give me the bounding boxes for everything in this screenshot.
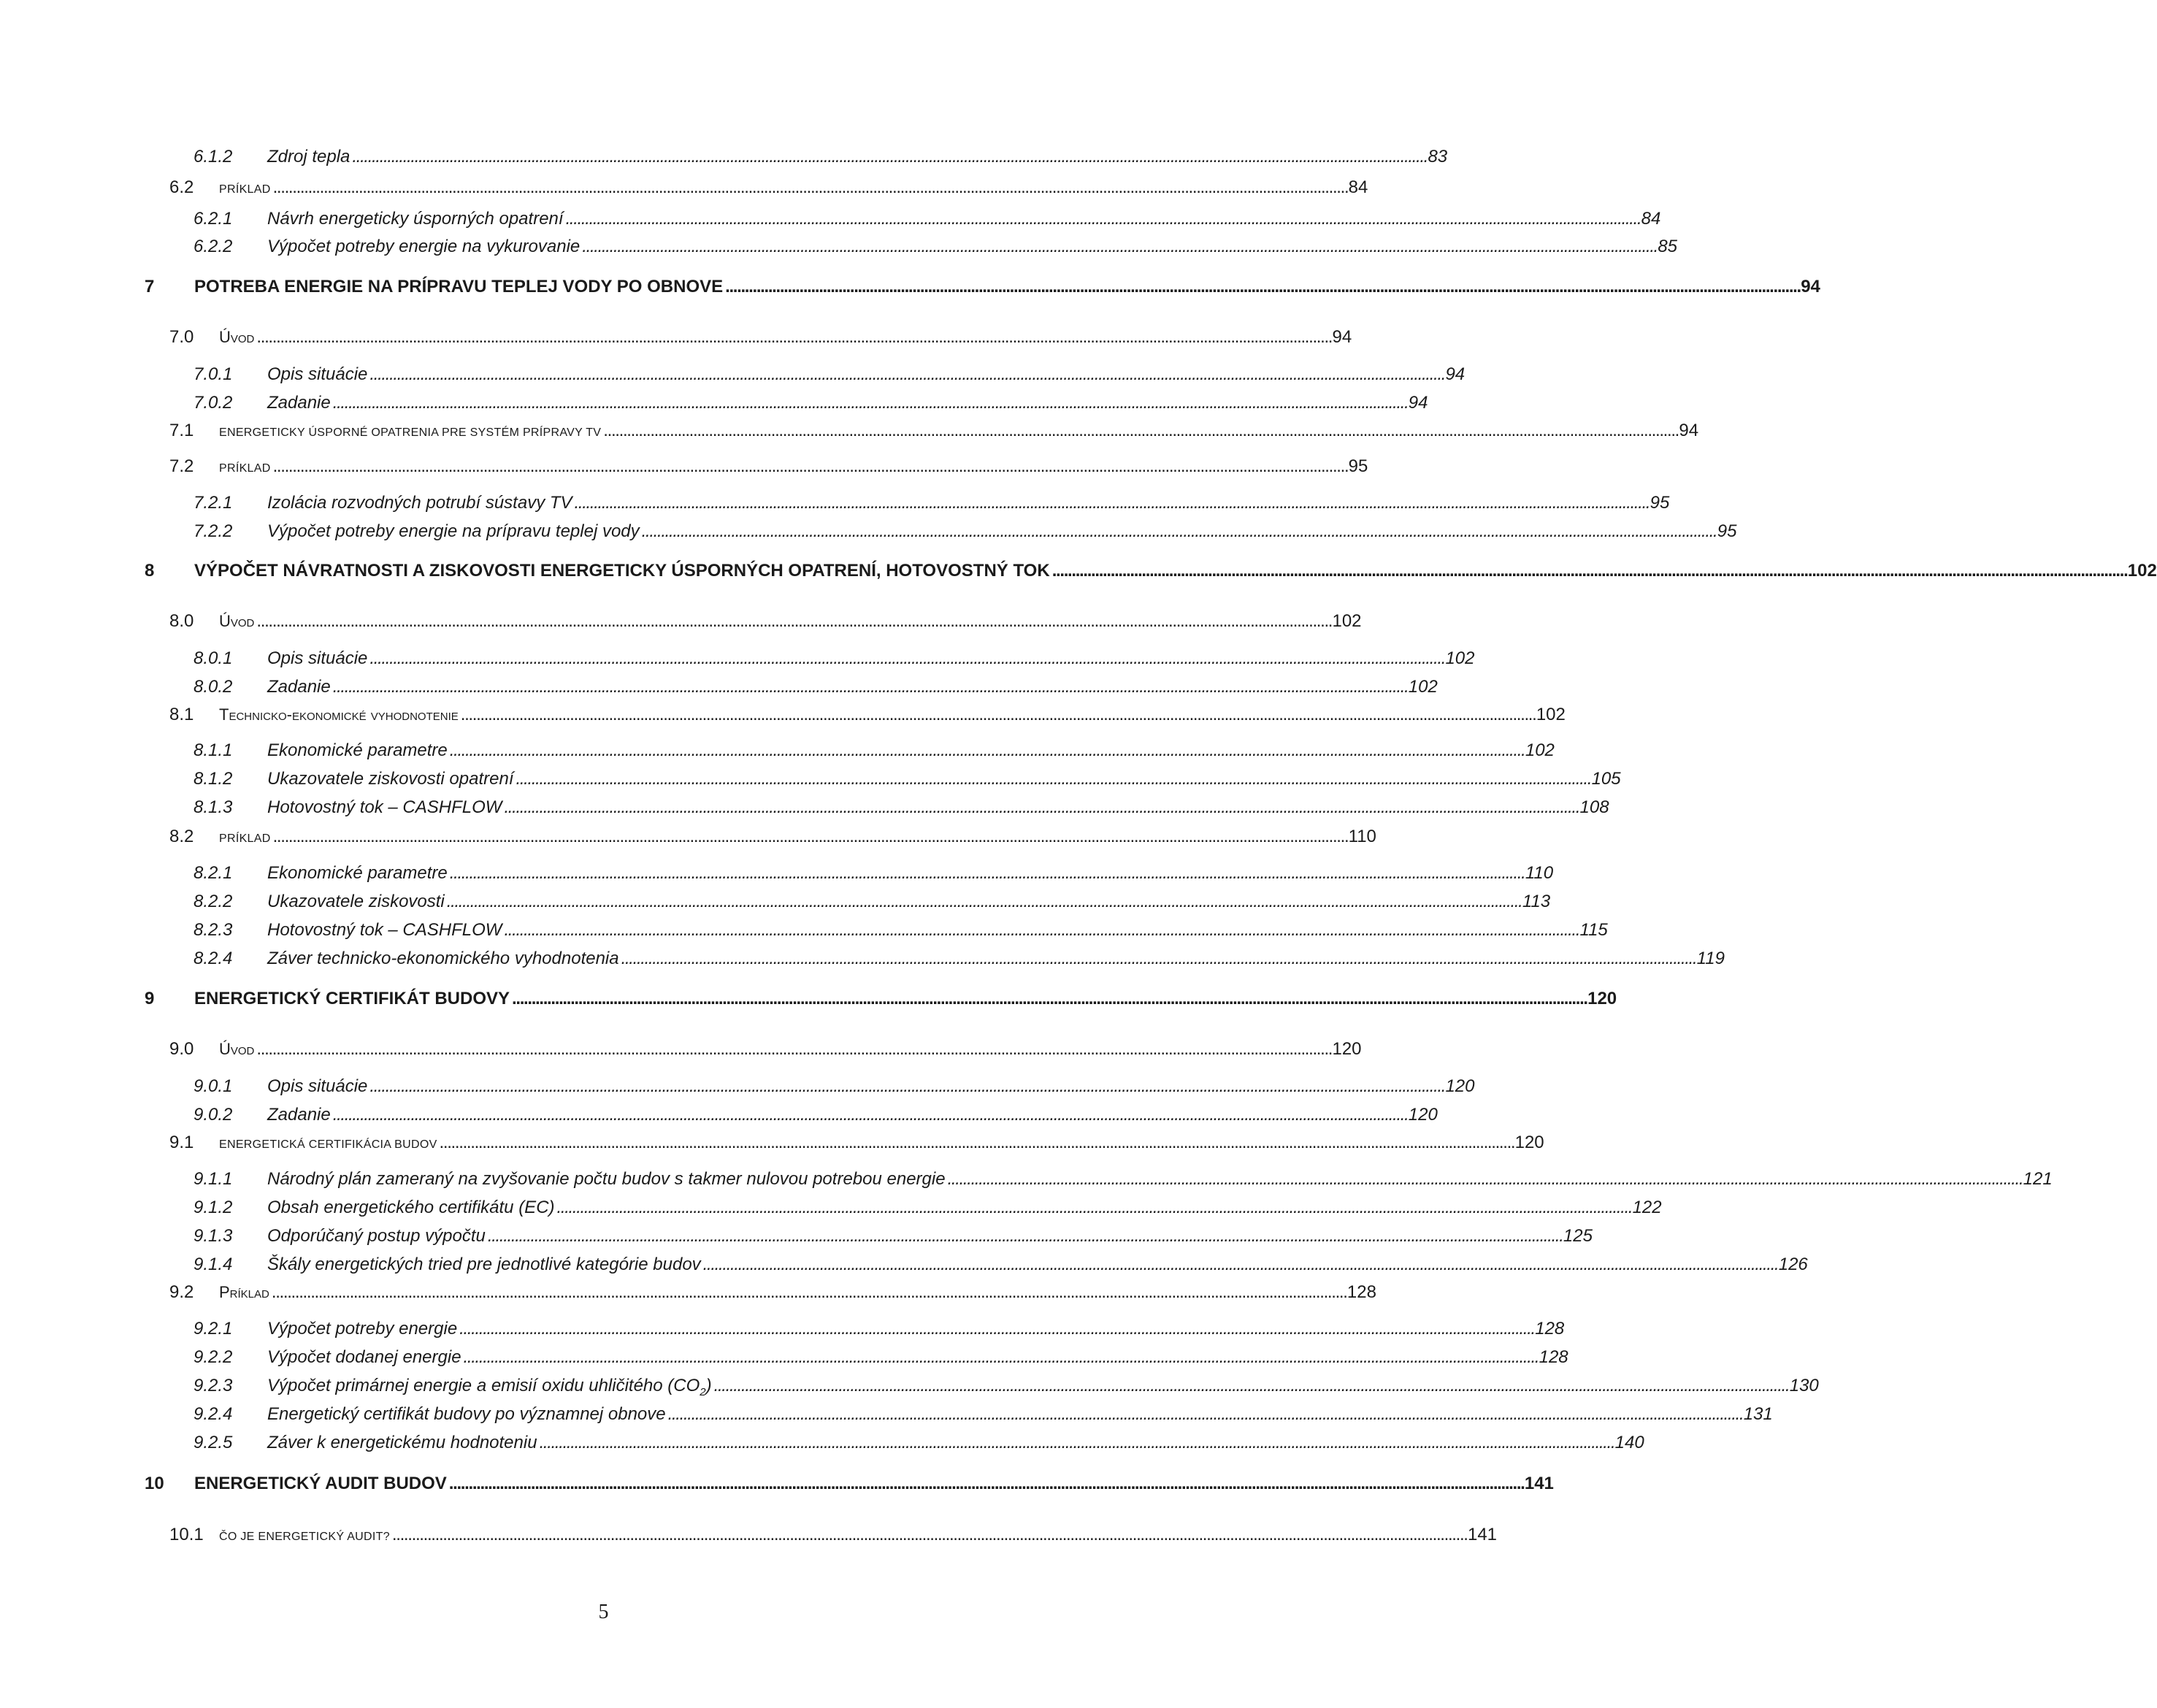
toc-entry-number: 9.1.2	[194, 1198, 233, 1217]
toc-entry-title: Opis situácie	[267, 364, 368, 384]
toc-entry-number: 7	[145, 277, 155, 296]
toc-entry-page: 83	[1428, 147, 1448, 166]
toc-entry-page: 94	[1408, 393, 1428, 413]
toc-entry[interactable]	[194, 919, 1608, 941]
toc-entry-number: 9.2.5	[194, 1433, 233, 1452]
toc-entry[interactable]	[194, 1168, 2053, 1190]
toc-entry[interactable]	[169, 826, 1376, 850]
toc-entry-number: 6.2	[169, 177, 194, 197]
toc-entry-title: Izolácia rozvodných potrubí sústavy TV	[267, 493, 572, 513]
toc-leader-dots	[450, 740, 1523, 762]
toc-entry-page: 120	[1587, 989, 1617, 1008]
toc-entry[interactable]	[145, 560, 2157, 582]
page-number: 5	[598, 1601, 609, 1623]
toc-entry-number: 8.0.1	[194, 648, 233, 668]
toc-leader-dots	[642, 521, 1715, 543]
toc-leader-dots	[725, 276, 1798, 298]
toc-entry[interactable]	[194, 208, 1661, 230]
toc-leader-dots	[273, 456, 1346, 478]
toc-leader-dots	[352, 146, 1425, 168]
toc-entry-number: 8.1	[169, 705, 194, 724]
toc-entry-title: Opis situácie	[267, 1076, 368, 1096]
toc-entry-number: 9.2	[169, 1282, 194, 1302]
toc-entry-title: ČO JE ENERGETICKÝ AUDIT?	[219, 1531, 390, 1543]
toc-entry-page: 102	[1332, 611, 1362, 631]
toc-entry-page: 120	[1445, 1076, 1475, 1096]
toc-leader-dots	[703, 1254, 1777, 1276]
toc-entry-page: 102	[1408, 677, 1438, 697]
toc-leader-dots	[256, 1038, 1330, 1060]
toc-entry-title: Ukazovatele ziskovosti opatrení	[267, 769, 514, 789]
toc-entry-number: 6.1.2	[194, 147, 233, 166]
toc-leader-dots	[369, 648, 1443, 670]
toc-entry-number: 8.1.1	[194, 740, 233, 760]
toc-entry-title: Hotovostný tok – CASHFLOW	[267, 797, 502, 817]
toc-leader-dots	[447, 891, 1520, 913]
toc-leader-dots	[392, 1524, 1466, 1546]
toc-entry[interactable]	[194, 948, 1725, 970]
toc-leader-dots	[369, 364, 1443, 386]
toc-entry-page: 95	[1717, 521, 1737, 541]
toc-entry-title: Zadanie	[267, 1105, 331, 1125]
toc-entry-page: 95	[1650, 493, 1670, 513]
toc-entry-number: 7.0.2	[194, 393, 233, 413]
toc-leader-dots	[273, 177, 1346, 199]
toc-entry[interactable]	[194, 1254, 1808, 1276]
toc-entry-page: 102	[1445, 648, 1475, 668]
toc-entry-number: 7.0.1	[194, 364, 233, 384]
toc-entry-title: Výpočet dodanej energie	[267, 1347, 461, 1367]
toc-entry-page: 141	[1467, 1525, 1498, 1544]
toc-leader-dots	[273, 826, 1346, 848]
toc-entry[interactable]	[194, 862, 1554, 884]
toc-entry-number: 9	[145, 989, 155, 1008]
toc-entry-number: 9.1.3	[194, 1226, 233, 1246]
toc-entry-title: Záver k energetickému hodnoteniu	[267, 1433, 537, 1452]
toc-leader-dots	[369, 1076, 1443, 1098]
toc-entry-page: 84	[1348, 177, 1368, 197]
toc-entry-number: 7.2.2	[194, 521, 233, 541]
toc-entry-page: 115	[1579, 920, 1608, 940]
toc-entry-page: 95	[1348, 456, 1368, 476]
toc-entry-number: 7.0	[169, 327, 194, 347]
toc-entry-title: Úvod	[219, 328, 255, 346]
toc-entry[interactable]	[194, 1403, 1773, 1425]
toc-leader-dots	[450, 862, 1523, 884]
toc-leader-dots	[566, 208, 1639, 230]
toc-entry-page: 84	[1641, 209, 1661, 229]
toc-entry-title: ENERGETICKY ÚSPORNÉ OPATRENIA PRE SYSTÉM PRÍPRAVY TV	[219, 426, 602, 439]
toc-entry[interactable]	[194, 1197, 1662, 1219]
toc-entry-page: 94	[1679, 421, 1699, 440]
toc-entry-page: 85	[1658, 237, 1678, 256]
toc-entry[interactable]	[145, 1473, 1554, 1495]
toc-leader-dots	[582, 236, 1655, 258]
toc-entry-number: 9.0.1	[194, 1076, 233, 1096]
toc-entry-page: 120	[1514, 1133, 1544, 1152]
toc-entry-number: 10.1	[169, 1525, 204, 1544]
toc-entry[interactable]	[194, 891, 1551, 913]
toc-entry-page: 119	[1696, 949, 1725, 968]
toc-entry-title: Úvod	[219, 1040, 255, 1058]
toc-entry-title: VÝPOČET NÁVRATNOSTI A ZISKOVOSTI ENERGETICKY ÚSPORNÝCH OPATRENÍ, HOTOVOSTNÝ TOK	[194, 561, 1050, 581]
toc-entry-page: 122	[1632, 1198, 1662, 1217]
toc-entry-number: 8.2.3	[194, 920, 233, 940]
toc-entry-title: Ekonomické parametre	[267, 740, 448, 760]
toc-entry-page: 120	[1408, 1105, 1438, 1125]
toc-entry-number: 8.0	[169, 611, 194, 631]
toc-entry-title: ENERGETICKÁ CERTIFIKÁCIA BUDOV	[219, 1138, 437, 1151]
toc-entry-page: 141	[1524, 1474, 1554, 1493]
toc-entry-number: 8.1.2	[194, 769, 233, 789]
toc-leader-dots	[948, 1168, 2021, 1190]
toc-leader-dots	[668, 1403, 1742, 1425]
toc-entry[interactable]	[169, 1132, 1544, 1156]
toc-entry-title: Výpočet potreby energie na vykurovanie	[267, 237, 581, 256]
toc-entry-title: Technicko-ekonomické vyhodnotenie	[219, 705, 459, 724]
toc-entry-number: 8	[145, 561, 155, 581]
toc-entry-title: Zdroj tepla	[267, 147, 350, 166]
toc-entry-title: Návrh energeticky úsporných opatrení	[267, 209, 564, 229]
toc-entry-page: 94	[1445, 364, 1466, 384]
toc-entry-title: ENERGETICKÝ AUDIT BUDOV	[194, 1474, 447, 1493]
toc-entry-page: 130	[1789, 1376, 1819, 1395]
toc-entry-title: PRÍKLAD	[219, 462, 271, 475]
toc-entry[interactable]	[194, 364, 1466, 386]
toc-leader-dots	[333, 1104, 1406, 1126]
toc-entry[interactable]	[145, 276, 1820, 298]
toc-entry-page: 121	[2023, 1169, 2053, 1189]
toc-entry[interactable]	[169, 456, 1368, 480]
toc-entry-number: 9.2.3	[194, 1376, 233, 1395]
toc-entry-title: Energetický certifikát budovy po významnej obnove	[267, 1404, 666, 1424]
toc-entry-number: 9.1	[169, 1133, 194, 1152]
toc-entry-page: 94	[1332, 327, 1352, 347]
toc-leader-dots	[488, 1225, 1561, 1247]
toc-entry-title: Záver technicko-ekonomického vyhodnotenia	[267, 949, 619, 968]
toc-entry[interactable]	[194, 236, 1678, 258]
toc-entry-title: Opis situácie	[267, 648, 368, 668]
toc-entry-page: 131	[1743, 1404, 1773, 1424]
toc-entry-title: ENERGETICKÝ CERTIFIKÁT BUDOVY	[194, 989, 510, 1008]
toc-entry-page: 94	[1801, 277, 1820, 296]
toc-entry-number: 9.1.1	[194, 1169, 233, 1189]
toc-leader-dots	[333, 392, 1406, 414]
toc-leader-dots	[621, 948, 1695, 970]
toc-entry-title: Zadanie	[267, 677, 331, 697]
toc-leader-dots	[512, 988, 1585, 1010]
toc-entry-page: 120	[1332, 1039, 1362, 1059]
toc-entry[interactable]	[169, 610, 1362, 632]
toc-entry-number: 10	[145, 1474, 164, 1493]
toc-leader-dots	[714, 1375, 1788, 1397]
toc-entry[interactable]	[169, 177, 1368, 201]
toc-entry-title: Zadanie	[267, 393, 331, 413]
toc-entry-title: Výpočet potreby energie	[267, 1319, 458, 1339]
toc-leader-dots	[575, 492, 1648, 514]
toc-leader-dots	[540, 1432, 1613, 1454]
toc-entry[interactable]	[194, 1347, 1568, 1368]
toc-entry[interactable]	[194, 1076, 1475, 1098]
toc-leader-dots	[516, 768, 1590, 790]
toc-entry[interactable]	[194, 1432, 1644, 1454]
toc-entry-title: Hotovostný tok – CASHFLOW	[267, 920, 502, 940]
toc-entry-page: 128	[1539, 1347, 1568, 1367]
toc-leader-dots	[504, 797, 1577, 819]
toc-leader-dots	[459, 1318, 1533, 1340]
toc-entry-title: PRÍKLAD	[219, 832, 271, 845]
toc-entry-page: 140	[1614, 1433, 1644, 1452]
toc-entry-page: 125	[1563, 1226, 1593, 1246]
toc-entry-number: 9.1.4	[194, 1255, 233, 1274]
toc-entry-page: 113	[1522, 892, 1551, 911]
toc-entry[interactable]	[194, 146, 1448, 168]
toc-entry[interactable]	[169, 1282, 1376, 1303]
toc-entry-title: PRÍKLAD	[219, 183, 271, 196]
toc-entry-number: 8.0.2	[194, 677, 233, 697]
toc-entry-page: 102	[1536, 705, 1566, 724]
toc-leader-dots	[603, 420, 1677, 442]
toc-entry[interactable]	[145, 988, 1617, 1010]
toc-entry-page: 105	[1591, 769, 1621, 789]
toc-entry[interactable]	[194, 797, 1609, 819]
toc-entry-page: 110	[1525, 863, 1554, 883]
toc-leader-dots	[464, 1347, 1537, 1368]
toc-entry-title: Úvod	[219, 612, 255, 630]
toc-entry[interactable]	[194, 768, 1621, 790]
toc-leader-dots	[256, 326, 1330, 348]
toc-entry-title: Národný plán zameraný na zvyšovanie počtu budov s takmer nulovou potrebou energie	[267, 1169, 946, 1189]
toc-entry[interactable]	[194, 521, 1737, 543]
toc-entry-number: 6.2.2	[194, 237, 233, 256]
toc-entry[interactable]	[194, 1375, 1819, 1403]
toc-entry-page: 108	[1579, 797, 1609, 817]
toc-entry-title: Príklad	[219, 1283, 269, 1301]
toc-entry[interactable]	[169, 704, 1566, 726]
toc-entry[interactable]	[194, 492, 1670, 514]
toc-entry[interactable]	[194, 740, 1555, 762]
toc-leader-dots	[440, 1132, 1513, 1154]
toc-leader-dots	[272, 1282, 1345, 1303]
toc-entry-number: 9.2.1	[194, 1319, 233, 1339]
toc-entry[interactable]	[169, 1038, 1362, 1060]
toc-entry[interactable]	[169, 326, 1352, 348]
toc-entry-page: 102	[1525, 740, 1555, 760]
toc-entry-number: 9.0	[169, 1039, 194, 1059]
toc-entry[interactable]	[194, 1104, 1438, 1126]
toc-leader-dots	[504, 919, 1577, 941]
toc-entry[interactable]	[194, 1318, 1565, 1340]
toc-entry-number: 7.2	[169, 456, 194, 476]
toc-entry-number: 8.1.3	[194, 797, 233, 817]
toc-entry-number: 9.2.4	[194, 1404, 233, 1424]
toc-entry-number: 8.2.1	[194, 863, 233, 883]
toc-entry-page: 110	[1348, 827, 1376, 846]
toc-entry[interactable]	[194, 1225, 1593, 1247]
toc-entry[interactable]	[169, 1524, 1498, 1548]
toc-entry-number: 6.2.1	[194, 209, 233, 229]
toc-leader-dots	[1052, 560, 2126, 582]
toc-entry-title: Škály energetických tried pre jednotlivé kategórie budov	[267, 1255, 701, 1274]
toc-entry[interactable]	[194, 648, 1475, 670]
toc-leader-dots	[461, 704, 1534, 726]
toc-entry-number: 9.2.2	[194, 1347, 233, 1367]
toc-entry-title: Ekonomické parametre	[267, 863, 448, 883]
toc-entry[interactable]	[169, 420, 1699, 444]
toc-entry-page: 102	[2127, 561, 2157, 581]
toc-entry-title: Výpočet potreby energie na prípravu teplej vody	[267, 521, 640, 541]
toc-entry-number: 9.0.2	[194, 1105, 233, 1125]
toc-leader-dots	[256, 610, 1330, 632]
toc-entry[interactable]	[194, 676, 1438, 698]
toc-leader-dots	[333, 676, 1406, 698]
toc-entry-page: 128	[1346, 1282, 1376, 1302]
toc-entry-page: 128	[1535, 1319, 1565, 1339]
toc-leader-dots	[449, 1473, 1522, 1495]
toc-entry-number: 8.2.2	[194, 892, 233, 911]
toc-entry-number: 8.2	[169, 827, 194, 846]
toc-entry-title: Výpočet primárnej energie a emisií oxidu uhličitého $(CO_2)$	[267, 1376, 712, 1398]
toc-entry-title: POTREBA ENERGIE NA PRÍPRAVU TEPLEJ VODY PO OBNOVE	[194, 277, 724, 296]
toc-entry-title: Odporúčaný postup výpočtu	[267, 1226, 486, 1246]
toc-entry-page: 126	[1778, 1255, 1808, 1274]
toc-entry-number: 7.1	[169, 421, 194, 440]
toc-entry-title: Ukazovatele ziskovosti	[267, 892, 445, 911]
toc-entry[interactable]	[194, 392, 1428, 414]
toc-entry-title: Obsah energetického certifikátu (EC)	[267, 1198, 555, 1217]
toc-leader-dots	[557, 1197, 1631, 1219]
toc-entry-number: 7.2.1	[194, 493, 233, 513]
toc-entry-number: 8.2.4	[194, 949, 233, 968]
